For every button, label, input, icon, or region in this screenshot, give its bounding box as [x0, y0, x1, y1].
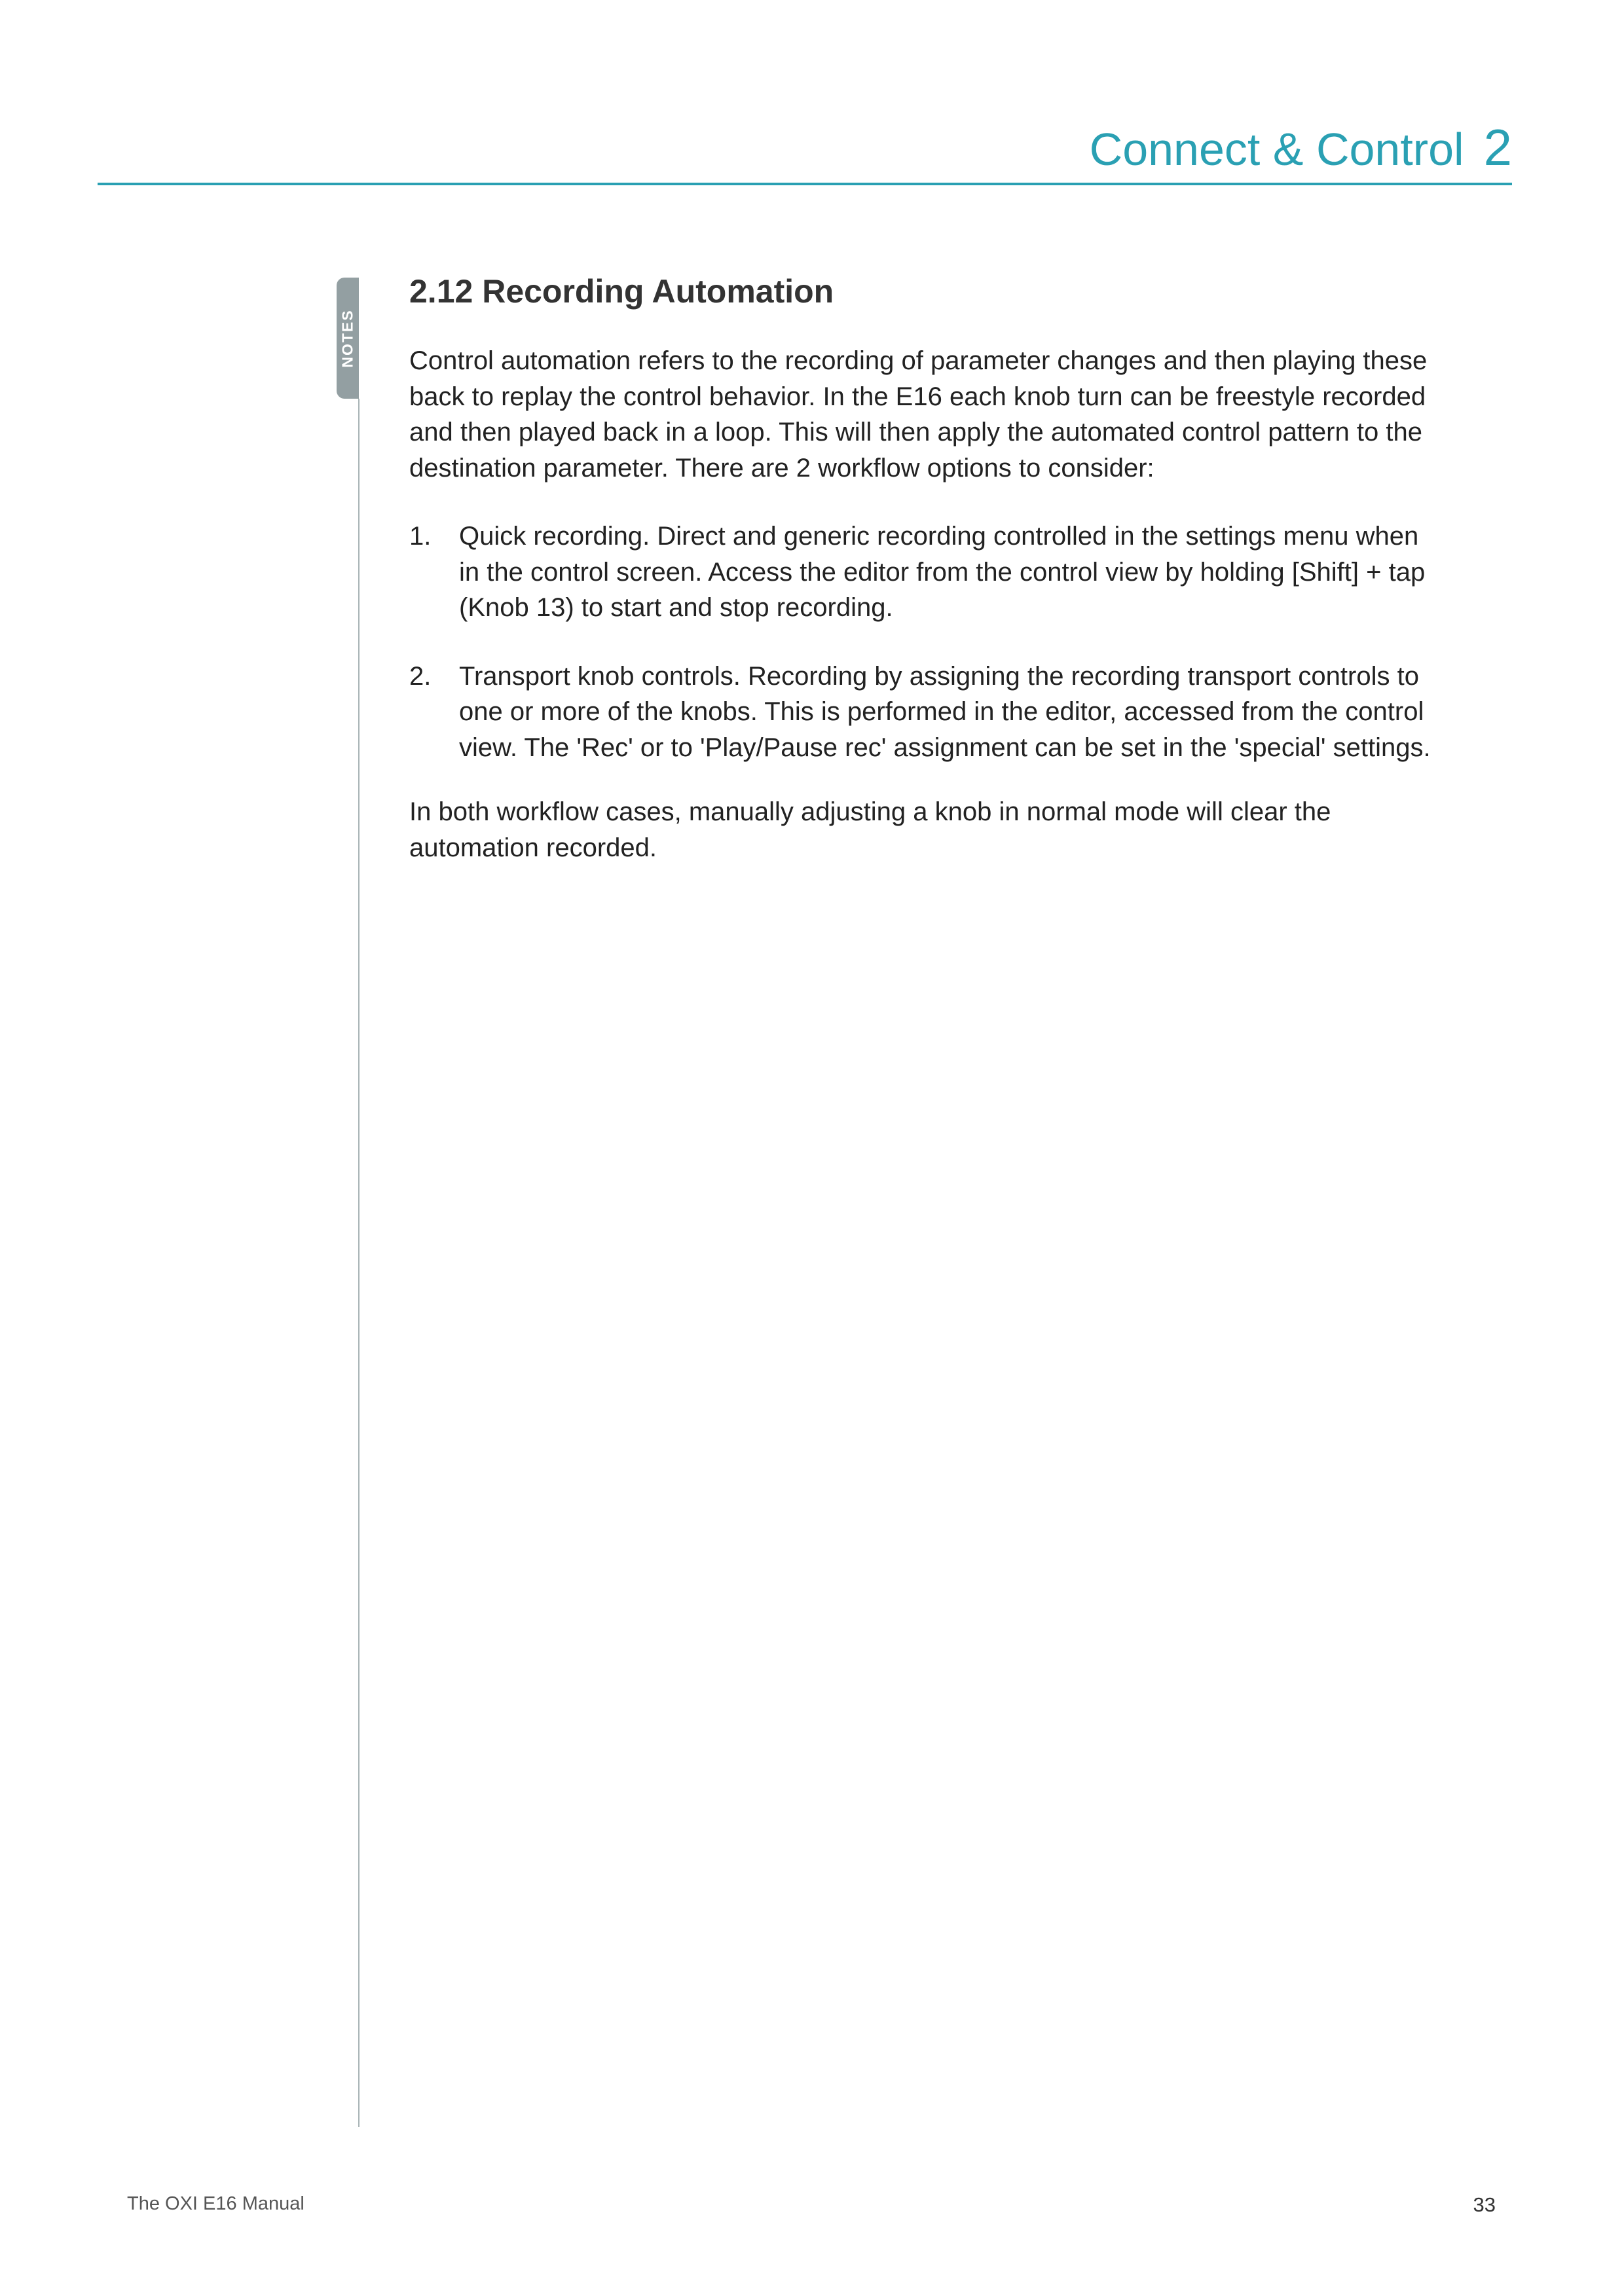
list-number: 1. [409, 522, 432, 551]
text-line: view. The 'Rec' or to 'Play/Pause rec' assignment can be set in the 'special' settings. [459, 733, 1431, 762]
section-heading: 2.12 Recording Automation [409, 273, 834, 310]
text-line: in the control screen. Access the editor from the control view by holding [Shift] + tap [459, 557, 1426, 587]
footer-manual-title: The OXI E16 Manual [127, 2193, 304, 2214]
text-line: Transport knob controls. Recording by assigning the recording transport controls to [459, 661, 1419, 691]
text-line: back to replay the control behavior. In the E16 each knob turn can be freestyle recorded [409, 382, 1426, 411]
notes-tab [337, 278, 359, 399]
chapter-number: 2 [1483, 118, 1512, 176]
section-content [409, 268, 1522, 866]
page-number: 33 [1473, 2193, 1496, 2216]
notes-divider [358, 399, 360, 2127]
intro-paragraph [409, 343, 1522, 486]
notes-tab-label: NOTES [339, 308, 356, 368]
chapter-title: Connect & Control [1089, 124, 1464, 175]
text-line: automation recorded. [409, 833, 657, 862]
text-line: Quick recording. Direct and generic recording controlled in the settings menu when [459, 522, 1419, 551]
chapter-header [1090, 118, 1512, 177]
list-number: 2. [409, 661, 432, 691]
header-rule [98, 183, 1512, 185]
text-line: destination parameter. There are 2 workflow options to consider: [409, 453, 1154, 483]
text-line: and then played back in a loop. This will then apply the automated control pattern to the [409, 418, 1422, 446]
text-line: Control automation refers to the recording of parameter changes and then playing these [409, 346, 1428, 375]
text-line: (Knob 13) to start and stop recording. [459, 593, 893, 622]
outro-paragraph [409, 794, 1522, 866]
text-line: one or more of the knobs. This is performed in the editor, accessed from the control [459, 697, 1424, 726]
text-line: In both workflow cases, manually adjusting a knob in normal mode will clear the [409, 797, 1331, 826]
list-item [409, 659, 1522, 766]
list-item [409, 519, 1522, 626]
